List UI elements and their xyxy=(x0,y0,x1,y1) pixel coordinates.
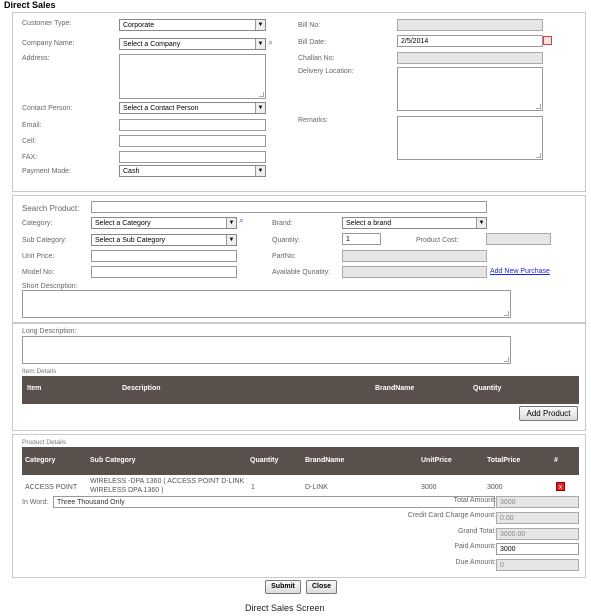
category-value: Select a Category xyxy=(95,220,151,227)
search-icon[interactable]: ⌕ xyxy=(239,215,245,225)
grand-total-field: 3000.00 xyxy=(496,528,579,540)
search-product-input[interactable] xyxy=(91,201,487,213)
resize-grip[interactable] xyxy=(504,311,509,316)
resize-grip[interactable] xyxy=(536,153,541,158)
company-name-select[interactable] xyxy=(119,38,266,50)
row-sub-category-line1: WIRELESS -DPA 1360 ( ACCESS POINT D-LINK xyxy=(90,478,245,485)
model-no-label: Model No: xyxy=(22,269,54,276)
chevron-down-icon: ▼ xyxy=(255,20,265,30)
resize-grip[interactable] xyxy=(504,357,509,362)
address-textarea[interactable] xyxy=(119,54,266,99)
product-cost-label: Product Cost: xyxy=(416,237,459,244)
add-product-button[interactable]: Add Product xyxy=(519,406,578,421)
row-category: ACCESS POINT xyxy=(25,484,78,491)
contact-person-value: Select a Contact Person xyxy=(123,105,199,112)
payment-mode-select[interactable] xyxy=(119,165,266,177)
contact-person-select[interactable] xyxy=(119,102,266,114)
long-description-label: Long Description: xyxy=(22,328,77,335)
category-select[interactable] xyxy=(91,217,237,229)
column-header-quantity: Quantity xyxy=(473,385,502,392)
page-caption: Direct Sales Screen xyxy=(245,603,325,613)
close-button[interactable]: Close xyxy=(306,580,337,594)
customer-type-value: Corporate xyxy=(123,22,155,29)
quantity-label: Quantity: xyxy=(272,237,301,244)
search-product-label: Search Product: xyxy=(22,204,80,213)
partno-label: PartNo: xyxy=(272,253,296,260)
column-header-unitprice: UnitPrice xyxy=(421,457,452,464)
unit-price-label: Unit Price: xyxy=(22,253,55,260)
credit-card-charge-label: Credit Card Charge Amount: xyxy=(407,512,496,519)
paid-amount-label: Paid Amount: xyxy=(454,543,496,550)
column-header-sub-category: Sub Category xyxy=(90,457,136,464)
column-header-quantity: Quantity xyxy=(250,457,279,464)
submit-button[interactable]: Submit xyxy=(265,580,301,594)
row-total-price: 3000 xyxy=(487,484,503,491)
due-amount-field: 0 xyxy=(496,559,579,571)
cell-field[interactable] xyxy=(119,135,266,147)
resize-grip[interactable] xyxy=(259,92,264,97)
partno-field xyxy=(342,250,487,262)
in-word-label: In Word: xyxy=(22,499,49,506)
paid-amount-field[interactable]: 3000 xyxy=(496,543,579,555)
column-header-brandname: BrandName xyxy=(375,385,415,392)
column-header-category: Category xyxy=(25,457,56,464)
grand-total-label: Grand Total: xyxy=(457,528,496,535)
table-row xyxy=(22,478,579,496)
column-header-description: Description xyxy=(122,385,161,392)
item-details-heading: Item Details xyxy=(22,368,57,375)
fax-field[interactable] xyxy=(119,151,266,163)
brand-value: Select a brand xyxy=(346,220,392,227)
column-header-item: Item xyxy=(27,385,42,392)
total-amount-field: 3000 xyxy=(496,496,579,508)
company-name-label: Company Name: xyxy=(22,40,75,47)
row-quantity: 1 xyxy=(251,484,255,491)
row-brand: D-LINK xyxy=(305,484,328,491)
unit-price-field[interactable] xyxy=(91,250,237,262)
payment-mode-label: Payment Mode: xyxy=(22,168,72,175)
chevron-down-icon: ▼ xyxy=(476,218,486,228)
chevron-down-icon: ▼ xyxy=(255,103,265,113)
brand-select[interactable] xyxy=(342,217,487,229)
email-field[interactable] xyxy=(119,119,266,131)
brand-label: Brand: xyxy=(272,220,293,227)
challan-no-field xyxy=(397,52,543,64)
item-details-header xyxy=(22,376,579,404)
short-description-label: Short Description: xyxy=(22,283,78,290)
available-quantity-label: Available Qunatity: xyxy=(272,269,331,276)
cell-label: Cell: xyxy=(22,138,37,145)
bill-date-field[interactable]: 2/5/2014 xyxy=(397,35,543,47)
fax-label: FAX: xyxy=(22,154,38,161)
available-quantity-field xyxy=(342,266,487,278)
chevron-down-icon: ▼ xyxy=(255,39,265,49)
resize-grip[interactable] xyxy=(536,104,541,109)
quantity-field[interactable]: 1 xyxy=(342,233,381,245)
short-description-textarea[interactable] xyxy=(22,290,511,318)
column-header-brandname: BrandName xyxy=(305,457,345,464)
customer-type-select[interactable] xyxy=(119,19,266,31)
total-amount-label: Total Amount: xyxy=(453,497,496,504)
bill-no-label: Bill No: xyxy=(298,22,321,29)
product-details-header xyxy=(22,447,579,475)
calendar-icon[interactable] xyxy=(543,36,552,45)
remarks-label: Remarks: xyxy=(298,117,328,124)
chevron-down-icon: ▼ xyxy=(226,218,236,228)
chevron-down-icon: ▼ xyxy=(226,235,236,245)
contact-person-label: Contact Person: xyxy=(22,105,73,112)
sub-category-value: Select a Sub Category xyxy=(95,237,166,244)
row-unit-price: 3000 xyxy=(421,484,437,491)
page-title: Direct Sales xyxy=(4,0,56,10)
address-label: Address: xyxy=(22,55,50,62)
sub-category-label: Sub Category: xyxy=(22,237,67,244)
delivery-location-label: Delivery Location: xyxy=(298,68,354,75)
add-new-purchase-link[interactable]: Add New Purchase xyxy=(490,268,550,275)
category-label: Category: xyxy=(22,220,53,227)
bill-no-field xyxy=(397,19,543,31)
company-name-value: Select a Company xyxy=(123,41,181,48)
in-word-field: Three Thousand Only xyxy=(53,496,495,508)
product-cost-field xyxy=(486,233,551,245)
long-description-textarea[interactable] xyxy=(22,336,511,364)
chevron-down-icon: ▼ xyxy=(255,166,265,176)
delete-icon[interactable]: x xyxy=(556,482,565,491)
bill-date-label: Bill Date: xyxy=(298,39,327,46)
challan-no-label: Challan No: xyxy=(298,55,335,62)
email-label: Email: xyxy=(22,122,42,129)
remarks-textarea[interactable] xyxy=(397,116,543,160)
product-details-heading: Product Details xyxy=(22,439,67,446)
column-header-action: # xyxy=(554,457,558,464)
sub-category-select[interactable] xyxy=(91,234,237,246)
delivery-location-textarea[interactable] xyxy=(397,67,543,111)
search-icon[interactable]: ⌕ xyxy=(268,37,274,47)
row-sub-category-line2: WIRELESS DPA 1360 ) xyxy=(90,487,164,494)
model-no-field[interactable] xyxy=(91,266,237,278)
payment-mode-value: Cash xyxy=(123,168,140,175)
customer-type-label: Customer Type: xyxy=(22,20,72,27)
credit-card-charge-field: 0.00 xyxy=(496,512,579,524)
due-amount-label: Due Amount: xyxy=(455,559,496,566)
column-header-totalprice: TotalPrice xyxy=(487,457,521,464)
